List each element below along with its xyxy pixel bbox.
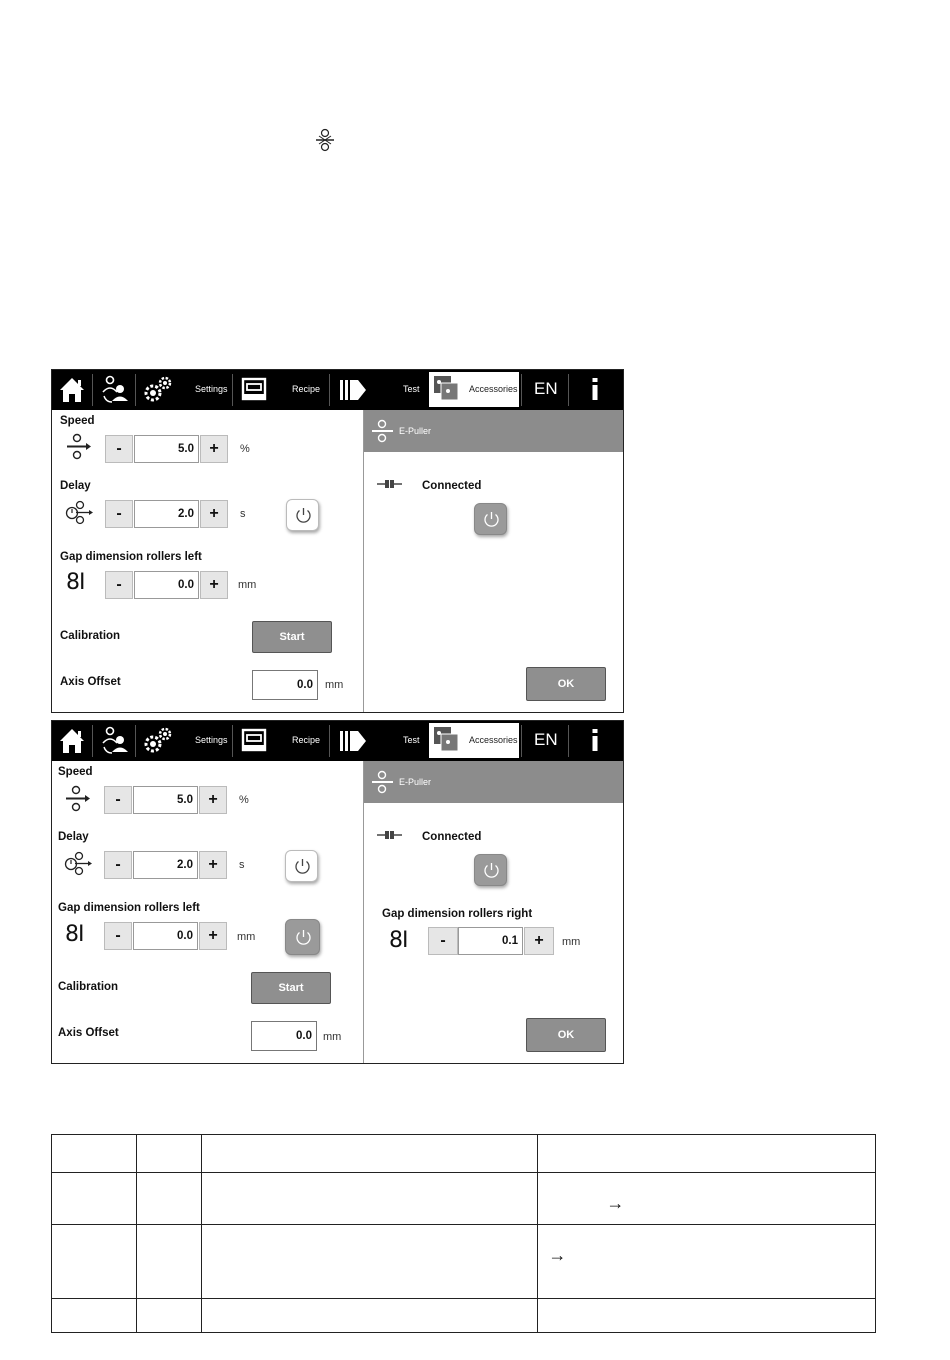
top-toolbar (52, 721, 623, 761)
delay-power-button[interactable] (286, 499, 319, 531)
delay-value-field[interactable]: 2.0 (133, 851, 198, 879)
home-icon (52, 370, 92, 410)
delay-plus-button[interactable]: + (200, 500, 228, 528)
connection-status: Connected (422, 831, 482, 843)
delay-label: Delay (60, 480, 91, 492)
speed-value-field[interactable]: 5.0 (134, 435, 199, 463)
axis-offset-unit: mm (325, 679, 344, 691)
accessories-screen-2 (51, 720, 624, 1064)
gap-right-value-field[interactable]: 0.1 (458, 927, 523, 955)
user-switch-button[interactable] (93, 721, 135, 761)
gap-left-value-field[interactable]: 0.0 (133, 922, 198, 950)
gap-left-power-button[interactable] (285, 919, 320, 955)
language-button[interactable] (522, 370, 568, 410)
gap-left-unit: mm (237, 931, 256, 943)
test-arrow-icon (334, 721, 374, 761)
accessories-icon (432, 374, 462, 404)
speed-minus-button[interactable]: - (105, 435, 133, 463)
gap-left-stepper (105, 571, 230, 599)
gap-left-label: Gap dimension rollers left (58, 902, 200, 914)
speed-plus-button[interactable]: + (199, 786, 227, 814)
accessories-label: Accessories (469, 735, 518, 745)
power-icon (482, 510, 501, 529)
language-label: EN (534, 379, 558, 398)
gap-rollers-icon: 8I (389, 928, 408, 953)
test-label: Test (403, 384, 420, 394)
ok-button[interactable]: OK (526, 667, 606, 701)
settings-panel (52, 761, 363, 1063)
home-icon (52, 721, 92, 761)
recipe-button[interactable] (233, 370, 329, 410)
gap-left-minus-button[interactable]: - (105, 571, 133, 599)
user-switch-icon (93, 370, 135, 410)
calibration-start-button[interactable]: Start (252, 621, 332, 653)
speed-plus-button[interactable]: + (200, 435, 228, 463)
power-icon (293, 857, 312, 876)
power-icon (482, 861, 501, 880)
delay-minus-button[interactable]: - (104, 851, 132, 879)
delay-timer-icon (64, 498, 94, 526)
settings-button[interactable] (136, 721, 232, 761)
delay-plus-button[interactable]: + (199, 851, 227, 879)
gear-icon (138, 370, 178, 410)
gap-left-plus-button[interactable]: + (199, 922, 227, 950)
info-icon (575, 721, 615, 761)
calibration-label: Calibration (60, 630, 121, 642)
delay-value-field[interactable]: 2.0 (134, 500, 199, 528)
power-icon (294, 506, 313, 525)
delay-timer-icon (63, 849, 93, 877)
top-toolbar (52, 370, 623, 410)
gap-right-unit: mm (562, 936, 581, 948)
speed-roller-icon (66, 433, 92, 461)
e-puller-header (364, 410, 624, 452)
speed-label: Speed (60, 415, 95, 427)
speed-label: Speed (58, 766, 93, 778)
gap-right-stepper (428, 927, 555, 955)
recipe-label: Recipe (292, 384, 321, 394)
e-puller-panel (363, 410, 624, 712)
accessories-tab[interactable] (429, 372, 519, 407)
info-button[interactable] (569, 721, 623, 761)
settings-panel (52, 410, 363, 712)
delay-stepper (104, 851, 229, 879)
plug-icon (377, 830, 403, 840)
speed-stepper (104, 786, 229, 814)
table-row (52, 1225, 876, 1299)
axis-offset-field[interactable]: 0.0 (251, 1021, 317, 1051)
recipe-icon (235, 721, 275, 761)
accessories-label: Accessories (469, 384, 518, 394)
gap-left-plus-button[interactable]: + (200, 571, 228, 599)
gap-right-minus-button[interactable]: - (428, 927, 458, 955)
gap-rollers-icon: 8I (66, 570, 85, 595)
recipe-icon (235, 370, 275, 410)
arrow-right-icon: → (606, 1193, 625, 1213)
axis-offset-unit: mm (323, 1031, 342, 1043)
puller-roller-icon (315, 128, 335, 152)
gap-left-minus-button[interactable]: - (104, 922, 132, 950)
test-label: Test (403, 735, 420, 745)
calibration-label: Calibration (58, 981, 119, 993)
arrow-right-icon: → (548, 1245, 567, 1265)
speed-roller-icon (65, 785, 91, 813)
e-puller-title: E-Puller (399, 777, 432, 787)
e-puller-title: E-Puller (399, 426, 432, 436)
delay-stepper (105, 500, 230, 528)
accessories-icon (432, 725, 462, 755)
e-puller-power-button[interactable] (474, 503, 507, 535)
table-row (52, 1173, 876, 1225)
e-puller-header (364, 761, 624, 803)
delay-label: Delay (58, 831, 89, 843)
gap-right-label: Gap dimension rollers right (382, 908, 533, 920)
gear-icon (138, 721, 178, 761)
recipe-button[interactable] (233, 721, 329, 761)
reference-table (51, 1134, 876, 1333)
test-button[interactable] (330, 370, 426, 410)
gap-right-plus-button[interactable]: + (524, 927, 554, 955)
delay-power-button[interactable] (285, 850, 318, 882)
connection-status: Connected (422, 480, 482, 492)
test-button[interactable] (330, 721, 426, 761)
power-icon (294, 928, 313, 947)
speed-unit: % (239, 794, 249, 806)
plug-icon (377, 479, 403, 489)
language-button[interactable] (522, 721, 568, 761)
settings-button[interactable] (136, 370, 232, 410)
accessories-screen-1 (51, 369, 624, 713)
gap-left-unit: mm (238, 579, 257, 591)
speed-stepper (105, 435, 230, 463)
recipe-label: Recipe (292, 735, 321, 745)
settings-label: Settings (195, 384, 228, 394)
user-switch-icon (93, 721, 135, 761)
settings-label: Settings (195, 735, 228, 745)
test-arrow-icon (334, 370, 374, 410)
language-label: EN (534, 730, 558, 749)
calibration-start-button[interactable]: Start (251, 972, 331, 1004)
axis-offset-label: Axis Offset (58, 1027, 119, 1039)
gap-left-value-field[interactable]: 0.0 (134, 571, 199, 599)
e-puller-icon (372, 419, 394, 443)
delay-minus-button[interactable]: - (105, 500, 133, 528)
e-puller-power-button[interactable] (474, 854, 507, 886)
home-button[interactable] (52, 370, 92, 410)
e-puller-panel (363, 761, 624, 1063)
gap-left-stepper (104, 922, 229, 950)
speed-unit: % (240, 443, 250, 455)
user-switch-button[interactable] (93, 370, 135, 410)
axis-offset-field[interactable]: 0.0 (252, 670, 318, 700)
gap-rollers-icon: 8I (65, 922, 84, 947)
delay-unit: s (239, 859, 245, 871)
info-icon (575, 370, 615, 410)
home-button[interactable] (52, 721, 92, 761)
accessories-tab[interactable] (429, 723, 519, 758)
speed-value-field[interactable]: 5.0 (133, 786, 198, 814)
table-row (52, 1135, 876, 1173)
axis-offset-label: Axis Offset (60, 676, 121, 688)
speed-minus-button[interactable]: - (104, 786, 132, 814)
gap-left-label: Gap dimension rollers left (60, 551, 202, 563)
e-puller-icon (372, 770, 394, 794)
ok-button[interactable]: OK (526, 1018, 606, 1052)
table-row (52, 1299, 876, 1333)
delay-unit: s (240, 508, 246, 520)
info-button[interactable] (569, 370, 623, 410)
